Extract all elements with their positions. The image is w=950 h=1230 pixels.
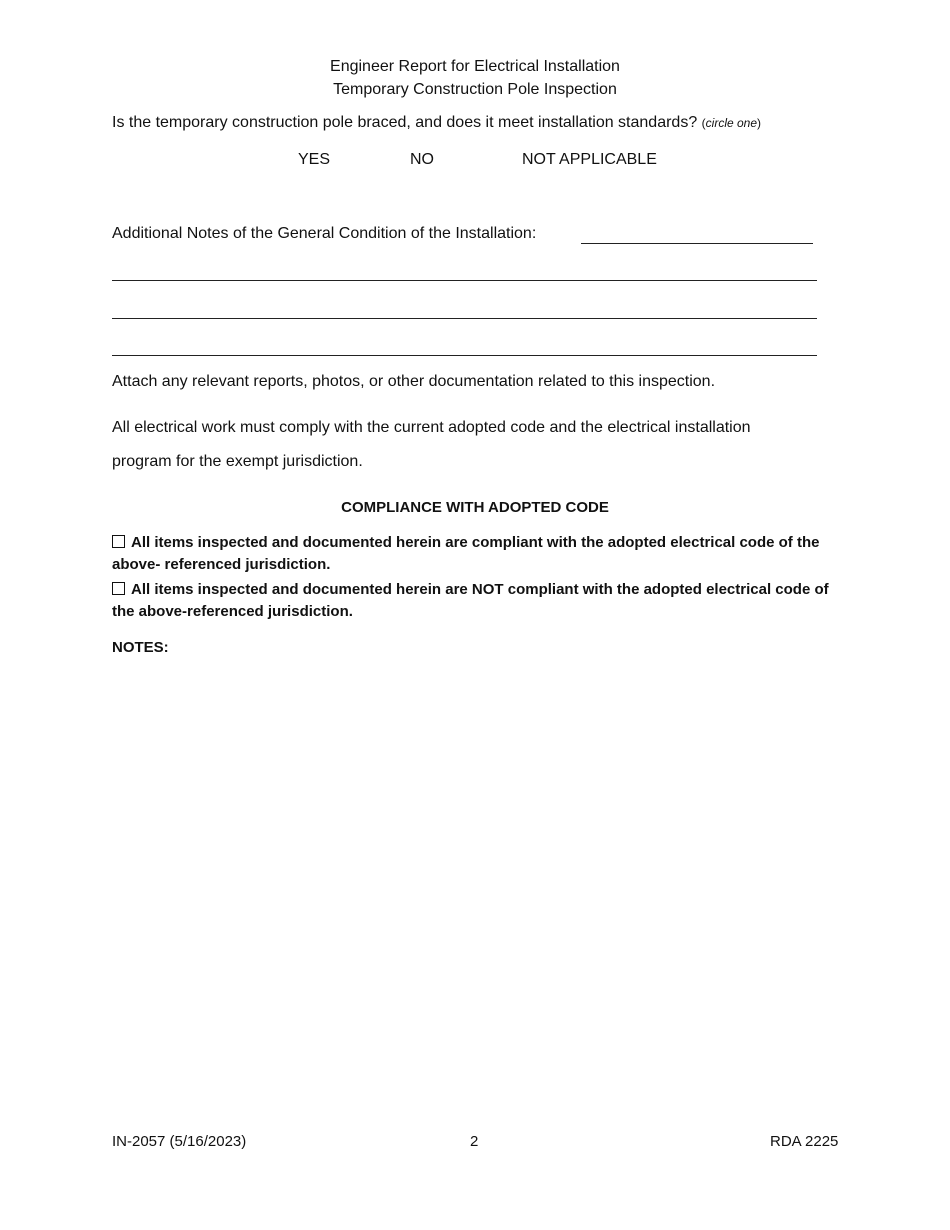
question-text: Is the temporary construction pole braced, and does it meet installation standards? <box>112 114 698 131</box>
question-line <box>112 112 761 134</box>
notes-input-line-4[interactable] <box>112 355 817 356</box>
compliance-heading: COMPLIANCE WITH ADOPTED CODE <box>341 499 609 516</box>
option-no[interactable]: NO <box>410 151 434 168</box>
notes-input-line-3[interactable] <box>112 318 817 319</box>
circle-one-hint: (circle one) <box>701 116 762 130</box>
not-compliant-checkbox[interactable] <box>112 582 125 595</box>
not-compliant-option[interactable] <box>112 579 837 623</box>
footer-page-number: 2 <box>470 1133 479 1150</box>
notes-input-line-1[interactable] <box>581 243 813 244</box>
option-yes[interactable]: YES <box>298 151 331 168</box>
option-not-applicable[interactable]: NOT APPLICABLE <box>522 151 657 168</box>
compliance-paragraph-line1: All electrical work must comply with the current adopted code and the electrical installation <box>112 419 751 436</box>
footer-code: RDA 2225 <box>770 1133 839 1150</box>
footer-form-id: IN-2057 (5/16/2023) <box>112 1133 247 1150</box>
not-compliant-option-text: All items inspected and documented herein are NOT compliant with the adopted electrical code of the above-referenced jurisdiction. <box>112 581 829 620</box>
compliant-checkbox[interactable] <box>112 535 125 548</box>
compliant-option-text: All items inspected and documented herein are compliant with the adopted electrical code of the above- referenced jurisdiction. <box>112 534 820 573</box>
notes-label: NOTES: <box>112 639 169 656</box>
document-subtitle: Temporary Construction Pole Inspection <box>333 81 617 98</box>
compliant-option[interactable] <box>112 532 837 576</box>
additional-notes-label: Additional Notes of the General Condition of the Installation: <box>112 225 537 242</box>
notes-input-line-2[interactable] <box>112 280 817 281</box>
document-title: Engineer Report for Electrical Installation <box>330 58 620 75</box>
compliance-paragraph-line2: program for the exempt jurisdiction. <box>112 453 363 470</box>
attach-instructions: Attach any relevant reports, photos, or other documentation related to this inspection. <box>112 373 716 390</box>
